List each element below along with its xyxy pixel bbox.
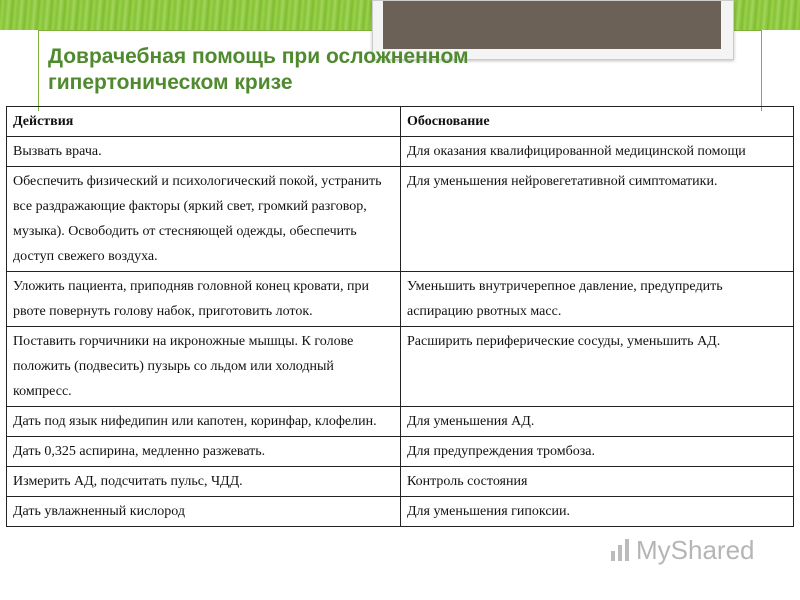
table-header-row: [7, 107, 794, 137]
table-row: [7, 137, 794, 167]
table-row: [7, 467, 794, 497]
action-cell: Вызвать врача.: [7, 137, 401, 167]
table-row: [7, 272, 794, 327]
watermark-text: MyShared: [636, 534, 755, 565]
action-cell: Дать увлажненный кислород: [7, 497, 401, 527]
watermark-logo: [610, 535, 770, 565]
reason-cell: Для уменьшения нейровегетативной симптоматики.: [401, 167, 794, 272]
bar-chart-icon: [610, 537, 632, 563]
title-line-2: гипертоническом кризе: [48, 71, 293, 94]
table-row: [7, 167, 794, 272]
action-cell: Поставить горчичники на икроножные мышцы. К голове положить (подвесить) пузырь со льдом или холодный компресс.: [7, 327, 401, 407]
table-row: [7, 327, 794, 407]
slide-title: [48, 44, 688, 96]
header-rationale: Обоснование: [401, 107, 794, 137]
first-aid-table-container: [6, 106, 793, 527]
reason-cell: Расширить периферические сосуды, уменьшить АД.: [401, 327, 794, 407]
action-cell: Обеспечить физический и психологический покой, устранить все раздражающие факторы (яркий свет, громкий разговор, музыка). Освободить от стесняющей одежды, обеспечить доступ свежего воздуха.: [7, 167, 401, 272]
action-cell: Уложить пациента, приподняв головной конец кровати, при рвоте повернуть голову набок, приготовить лоток.: [7, 272, 401, 327]
table-row: [7, 407, 794, 437]
reason-cell: Для уменьшения гипоксии.: [401, 497, 794, 527]
header-actions: Действия: [7, 107, 401, 137]
reason-cell: Для оказания квалифицированной медицинской помощи: [401, 137, 794, 167]
table-row: [7, 437, 794, 467]
reason-cell: Для уменьшения АД.: [401, 407, 794, 437]
reason-cell: Контроль состояния: [401, 467, 794, 497]
action-cell: Дать 0,325 аспирина, медленно разжевать.: [7, 437, 401, 467]
action-cell: Дать под язык нифедипин или капотен, коринфар, клофелин.: [7, 407, 401, 437]
reason-cell: Для предупреждения тромбоза.: [401, 437, 794, 467]
table-row: [7, 497, 794, 527]
reason-cell: Уменьшить внутричерепное давление, предупредить аспирацию рвотных масс.: [401, 272, 794, 327]
action-cell: Измерить АД, подсчитать пульс, ЧДД.: [7, 467, 401, 497]
photo-placeholder: [383, 1, 721, 49]
first-aid-table: [6, 106, 794, 527]
title-line-1: Доврачебная помощь при осложненном: [48, 45, 469, 68]
